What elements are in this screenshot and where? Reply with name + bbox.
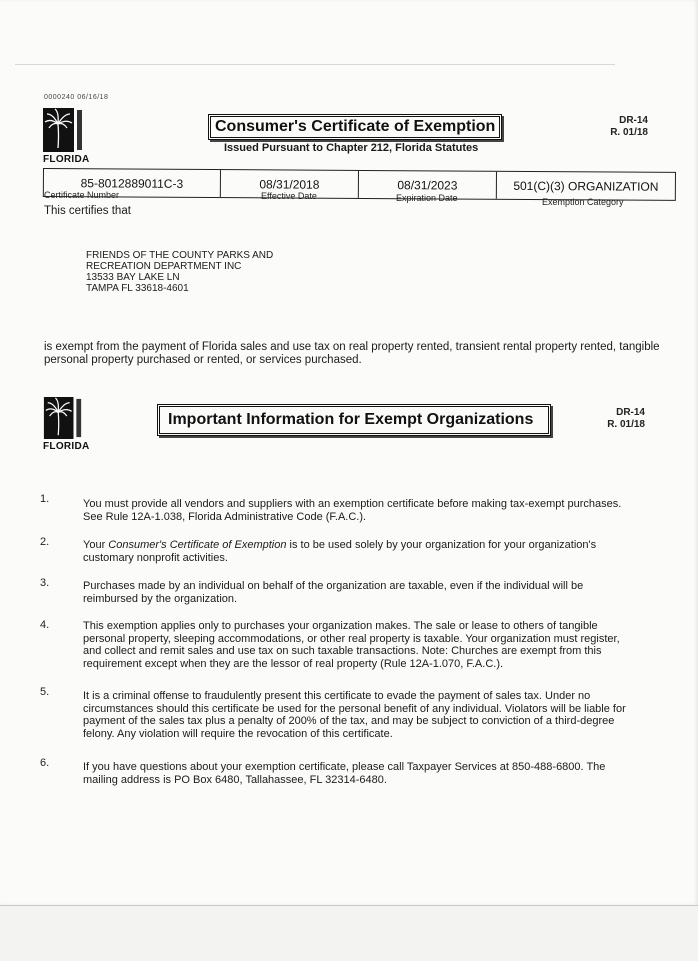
certificate-number-label: Certificate Number	[44, 190, 120, 200]
item-line: customary nonprofit activities.	[83, 551, 228, 564]
item-line: See Rule 12A-1.038, Florida Administrative Code (F.A.C.).	[83, 510, 367, 523]
important-info-title: Important Information for Exempt Organizations	[157, 404, 551, 436]
address-line-3: 13533 BAY LAKE LN	[86, 272, 180, 283]
exemption-category-label: Exemption Category	[542, 197, 624, 207]
item-line	[83, 539, 673, 552]
form-revision-2: R. 01/18	[607, 419, 645, 430]
form-id-block-2	[607, 407, 645, 431]
certificate-name-emphasis: Consumer's Certificate of Exemption	[108, 539, 287, 551]
logo-text-2: FLORIDA	[43, 441, 90, 452]
palm-tree-icon	[43, 108, 83, 152]
logo-text: FLORIDA	[43, 154, 90, 165]
form-code: 0000240 06/16/18	[44, 94, 109, 101]
item-number: 4.	[40, 619, 50, 631]
organization-address	[86, 250, 273, 294]
exempt-line-1: is exempt from the payment of Florida sales and use tax on real property rented, transient rental property rented, tangible	[44, 341, 660, 353]
florida-logo-2	[43, 397, 90, 453]
scan-artifact-line	[15, 64, 615, 65]
list-item	[83, 498, 673, 523]
certificate-info-row	[43, 168, 676, 201]
scanner-background	[0, 905, 698, 961]
form-id-2: DR-14	[616, 407, 645, 418]
exempt-line-2: personal property purchased or rented, or services purchased.	[44, 354, 362, 366]
list-item	[83, 690, 673, 740]
list-item	[83, 539, 673, 564]
exemption-category: 501(C)(3) ORGANIZATION	[513, 178, 659, 194]
florida-logo	[43, 108, 90, 165]
form-revision: R. 01/18	[610, 127, 648, 138]
item-number: 2.	[40, 536, 50, 548]
item-line: requirement except when they are the lessor of real property (Rule 12A-1.070, F.A.C.).	[83, 657, 504, 670]
expiration-date-label: Expiration Date	[396, 193, 458, 203]
address-line-4: TAMPA FL 33618-4601	[86, 283, 189, 294]
list-item	[83, 620, 673, 670]
item-line: mailing address is PO Box 6480, Tallahassee, FL 32314-6480.	[83, 773, 387, 786]
item-text-pre: Your	[83, 539, 109, 551]
item-line: If you have questions about your exemption certificate, please call Taxpayer Services at 850-488-6800. The	[83, 761, 606, 773]
address-line-1: FRIENDS OF THE COUNTY PARKS AND	[86, 250, 274, 261]
form-id-block	[610, 115, 648, 139]
certificate-subtitle: Issued Pursuant to Chapter 212, Florida Statutes	[224, 142, 479, 154]
item-line: Purchases made by an individual on behalf of the organization are taxable, even if the individual will be	[83, 580, 584, 592]
list-item	[83, 761, 673, 786]
item-line: payment of the sales tax plus a penalty of 200% of the tax, and may be subject to conviction of a third-degree	[83, 715, 615, 727]
list-item	[83, 580, 673, 605]
expiration-date: 08/31/2023	[359, 171, 497, 199]
form-id: DR-14	[619, 115, 648, 126]
item-line: personal property, sleeping accommodations, or other real property is taxable. Your organization must register,	[83, 632, 620, 645]
item-line: and collect and remit sales and use tax on such taxable transactions. Note: Churches are exempt from this	[83, 645, 602, 657]
item-number: 5.	[40, 686, 50, 698]
palm-tree-icon	[43, 397, 83, 439]
effective-date-label: Effective Date	[261, 191, 317, 201]
certificate-title: Consumer's Certificate of Exemption	[208, 114, 502, 140]
item-line: felony. Any violation will require the revocation of this certificate.	[83, 727, 393, 740]
item-line: This exemption applies only to purchases your organization makes. The sale or lease to others of tangible	[83, 620, 598, 632]
item-text-post: is to be used solely by your organization for your organization's	[286, 539, 597, 551]
item-number: 6.	[40, 757, 50, 769]
item-number: 3.	[40, 577, 50, 589]
item-number: 1.	[40, 493, 50, 505]
certifies-text: This certifies that	[44, 205, 131, 217]
certificate-number: 85-8012889011C-3	[44, 169, 221, 197]
item-line: You must provide all vendors and suppliers with an exemption certificate before making tax-exempt purchases.	[83, 498, 622, 510]
item-line: It is a criminal offense to fraudulently present this certificate to evade the payment of sales tax. Under no	[83, 690, 591, 702]
address-line-2: RECREATION DEPARTMENT INC	[86, 261, 242, 272]
item-line: reimbursed by the organization.	[83, 592, 238, 605]
exempt-statement	[44, 341, 684, 367]
item-line: circumstances should this certificate be used for the personal benefit of any individual. Violators will be liable for	[83, 702, 626, 715]
effective-date: 08/31/2018	[221, 170, 359, 198]
